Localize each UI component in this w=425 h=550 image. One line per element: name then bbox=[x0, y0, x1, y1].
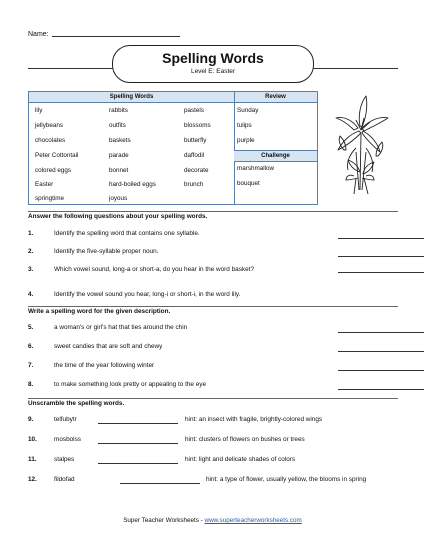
question-text: Identify the vowel sound you hear, long-i or short-i, in the word lily. bbox=[54, 291, 241, 298]
hint-text: hint: a type of flower, usually yellow, the blooms in spring bbox=[206, 476, 367, 483]
word-cell: Peter Cottontail bbox=[35, 152, 79, 159]
word-cell: butterfly bbox=[184, 137, 207, 144]
word-cell: blossoms bbox=[184, 122, 211, 129]
answer-line[interactable] bbox=[98, 443, 178, 444]
question-number: 3. bbox=[28, 266, 34, 273]
word-cell: joyous bbox=[109, 195, 128, 202]
section-divider bbox=[28, 306, 398, 307]
word-table bbox=[28, 91, 318, 205]
section-divider bbox=[28, 211, 398, 212]
review-header: Review bbox=[234, 92, 317, 103]
question-text: to make something look pretty or appealing to the eye bbox=[54, 381, 207, 388]
question-number: 4. bbox=[28, 291, 34, 298]
challenge-word: bouquet bbox=[237, 180, 260, 187]
answer-line[interactable] bbox=[338, 389, 424, 390]
word-cell: bonnet bbox=[109, 167, 129, 174]
word-cell: lily bbox=[35, 107, 43, 114]
question-text: Which vowel sound, long-a or short-a, do you hear in the word basket? bbox=[54, 266, 254, 273]
table-divider bbox=[234, 92, 235, 204]
word-cell: Easter bbox=[35, 181, 54, 188]
word-cell: baskets bbox=[109, 137, 131, 144]
word-cell: springtime bbox=[35, 195, 65, 202]
scrambled-word: telfubytr bbox=[54, 416, 77, 423]
item-number: 10. bbox=[28, 436, 37, 443]
section1-instruction: Answer the following questions about your spelling words. bbox=[28, 213, 208, 220]
question-text: sweet candies that are soft and chewy bbox=[54, 343, 163, 350]
word-cell: brunch bbox=[184, 181, 204, 188]
hint-text: hint: light and delicate shades of colors bbox=[185, 456, 296, 463]
word-cell: parade bbox=[109, 152, 129, 159]
answer-line[interactable] bbox=[338, 370, 424, 371]
review-word: purple bbox=[237, 137, 255, 144]
challenge-word: marshmallow bbox=[237, 165, 275, 172]
question-text: Identify the five-syllable proper noun. bbox=[54, 248, 159, 255]
word-cell: chocolates bbox=[35, 137, 66, 144]
review-word: Sunday bbox=[237, 107, 259, 114]
section-divider bbox=[28, 398, 398, 399]
word-cell: pastels bbox=[184, 107, 204, 114]
name-field[interactable] bbox=[28, 31, 180, 38]
section2-instruction: Write a spelling word for the given description. bbox=[28, 308, 171, 315]
question-number: 1. bbox=[28, 230, 34, 237]
answer-line[interactable] bbox=[338, 332, 424, 333]
item-number: 12. bbox=[28, 476, 37, 483]
page-subtitle: Level E: Easter bbox=[190, 68, 236, 75]
word-cell: hard-boiled eggs bbox=[109, 181, 156, 188]
scrambled-word: stalpes bbox=[54, 456, 75, 463]
footer bbox=[0, 517, 425, 524]
answer-line[interactable] bbox=[120, 483, 200, 484]
question-number: 8. bbox=[28, 381, 34, 388]
question-text: the time of the year following winter bbox=[54, 362, 155, 369]
item-number: 9. bbox=[28, 416, 34, 423]
challenge-header: Challenge bbox=[234, 150, 317, 162]
question-number: 6. bbox=[28, 343, 34, 350]
hint-text: hint: an insect with fragile, brightly-colored wings bbox=[185, 416, 323, 423]
hint-text: hint: clusters of flowers on bushes or trees bbox=[185, 436, 305, 443]
title-box bbox=[112, 45, 314, 83]
page-title: Spelling Words bbox=[162, 50, 264, 66]
name-blank[interactable] bbox=[52, 36, 180, 37]
item-number: 11. bbox=[28, 456, 37, 463]
question-number: 7. bbox=[28, 362, 34, 369]
question-number: 5. bbox=[28, 324, 34, 331]
question-text: a woman's or girl's hat that ties around the chin bbox=[54, 324, 188, 331]
name-label: Name: bbox=[28, 31, 49, 38]
review-word: tulips bbox=[237, 122, 252, 129]
answer-line[interactable] bbox=[338, 351, 424, 352]
word-cell: colored eggs bbox=[35, 167, 72, 174]
answer-line[interactable] bbox=[338, 238, 424, 239]
word-cell: outfits bbox=[109, 122, 126, 129]
scrambled-word: fildofad bbox=[54, 476, 75, 483]
question-text: Identify the spelling word that contains one syllable. bbox=[54, 230, 200, 237]
word-cell: daffodil bbox=[184, 152, 205, 159]
section3-instruction: Unscramble the spelling words. bbox=[28, 400, 125, 407]
answer-line[interactable] bbox=[98, 423, 178, 424]
word-cell: decorate bbox=[184, 167, 209, 174]
answer-line[interactable] bbox=[98, 463, 178, 464]
footer-text: Super Teacher Worksheets - bbox=[123, 517, 205, 524]
footer-link[interactable]: www.superteacherworksheets.com bbox=[204, 517, 302, 524]
answer-line[interactable] bbox=[338, 256, 424, 257]
question-number: 2. bbox=[28, 248, 34, 255]
lily-bouquet-illustration bbox=[326, 90, 396, 204]
spelling-words-header: Spelling Words bbox=[29, 92, 234, 103]
word-cell: jellybeans bbox=[35, 122, 64, 129]
word-cell: rabbits bbox=[109, 107, 128, 114]
answer-line[interactable] bbox=[338, 272, 424, 273]
scrambled-word: mosbolss bbox=[54, 436, 81, 443]
